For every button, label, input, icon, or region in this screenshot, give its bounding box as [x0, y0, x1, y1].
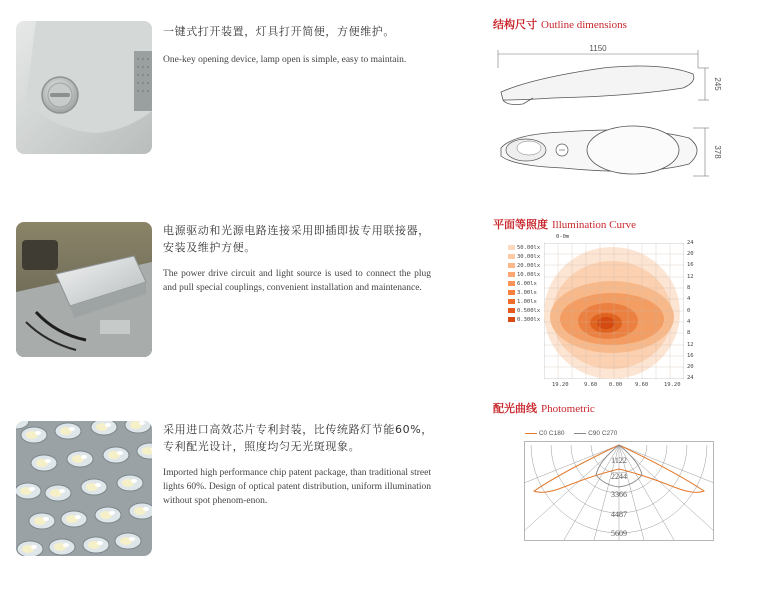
legend-item: 0.300lx: [508, 316, 540, 324]
feature-1-en: One-key opening device, lamp open is simple, easy to maintain.: [163, 55, 407, 65]
photometric-legend: [525, 430, 617, 437]
legend-c90: C90 C270: [588, 430, 618, 437]
y-tick: 24: [687, 375, 694, 381]
ring-label: 1122: [611, 456, 627, 465]
photometric-title: 配光曲线 Photometric: [493, 402, 595, 415]
power-driver-photo: [16, 222, 152, 357]
legend-item: 20.00lx: [508, 262, 540, 270]
y-tick: 16: [687, 353, 694, 359]
y-tick: 0: [687, 308, 691, 314]
feature-3-zh: 采用进口高效芯片专利封装，比传统路灯节能60%，专利配光设计，照度均匀无光斑现象。: [163, 423, 433, 453]
feature-1-zh: 一键式打开装置，灯具打开简便，方便维护。: [163, 25, 395, 38]
legend-item: 10.00lx: [508, 271, 540, 279]
y-tick: 4: [687, 296, 691, 302]
illumination-title: 平面等照度 Illumination Curve: [493, 218, 637, 231]
y-tick: 4: [687, 319, 691, 325]
y-tick: 12: [687, 342, 694, 348]
width-dimension: 378: [713, 145, 722, 159]
legend-item: 6.00lx: [508, 280, 537, 288]
ring-label: 3366: [611, 490, 627, 499]
x-tick: 19.20: [552, 382, 569, 388]
legend-item: 1.00lx: [508, 298, 537, 306]
x-tick: 9.60: [584, 382, 598, 388]
length-dimension: 1150: [589, 44, 607, 53]
y-tick: 16: [687, 262, 694, 268]
ring-label: 5609: [611, 529, 627, 538]
x-tick: 9.60: [635, 382, 649, 388]
y-tick: 8: [687, 330, 691, 336]
ring-label: 2244: [611, 472, 627, 481]
y-tick: 12: [687, 274, 694, 280]
y-tick: 20: [687, 251, 694, 257]
outline-title: 结构尺寸 Outline dimensions: [493, 18, 627, 31]
x-tick: 19.20: [664, 382, 681, 388]
y-tick: 20: [687, 364, 694, 370]
photometric-chart: [524, 441, 714, 541]
y-tick: 8: [687, 285, 691, 291]
outline-drawing: [493, 38, 723, 198]
feature-2-zh: 电源驱动和光源电路连接采用即插即拔专用联接器，安装及维护方便。: [163, 224, 430, 254]
height-dimension: 245: [713, 77, 722, 91]
legend-item: 30.00lx: [508, 253, 540, 261]
lamp-cover-photo: [16, 21, 152, 154]
led-chip-photo: [16, 421, 152, 556]
illumination-header: 0-0m: [556, 234, 570, 240]
legend-item: 3.00lx: [508, 289, 537, 297]
legend-c0: C0 C180: [538, 430, 565, 437]
feature-3-en: Imported high performance chip patent package, than traditional street lights 60%. Design of optical patent distribution, uniform illumination without spot phenom-enon.: [163, 468, 431, 506]
legend-item: 0.500lx: [508, 307, 540, 315]
illumination-chart: [508, 234, 704, 394]
feature-2-en: The power drive circuit and light source is used to connect the plug and pull special couplings, convenient installation and maintenance.: [163, 269, 431, 293]
ring-label: 4487: [611, 510, 627, 519]
y-tick: 24: [687, 240, 694, 246]
legend-item: 50.00lx: [508, 244, 540, 252]
x-tick: 0.00: [609, 382, 623, 388]
